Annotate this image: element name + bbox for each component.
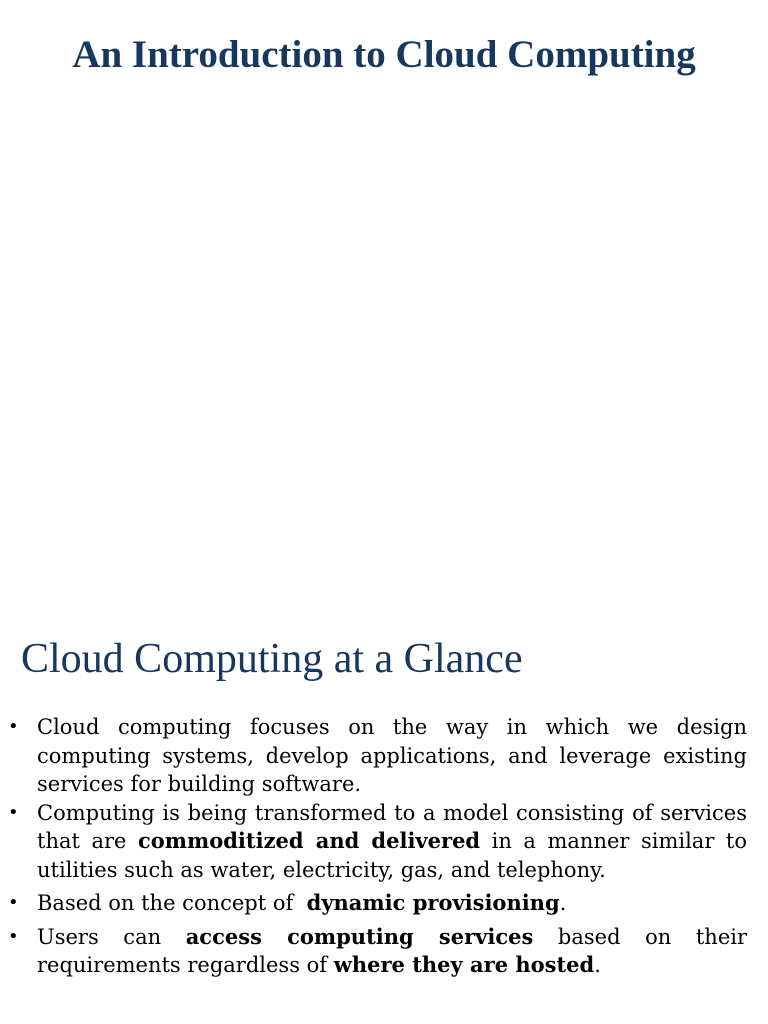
bullet-item-2: [0, 799, 768, 885]
bullet-emphasis: access computing services: [185, 923, 534, 949]
slide-title-at-a-glance: Cloud Computing at a Glance: [21, 636, 523, 682]
bullet-emphasis: commoditized and delivered: [137, 828, 481, 853]
bullet-emphasis: dynamic provisioning: [306, 890, 560, 915]
bullet-emphasis: where they are hosted: [333, 952, 595, 977]
bullet-text: based on their requirements regardless of: [37, 924, 748, 977]
bullet-icon: •: [8, 801, 19, 823]
bullet-item-1: [0, 713, 768, 799]
bullet-text: Computing is being transformed to a model consisting of services that are: [37, 800, 747, 853]
bullet-icon: •: [8, 892, 19, 913]
bullet-item-4: [0, 923, 768, 980]
bullet-text: Cloud computing focuses on the way in which we design computing systems, develop applications, and leverage existing services for building software.: [37, 715, 747, 796]
bullet-text: Based on the concept of: [37, 891, 307, 915]
bullet-text: in a manner similar to utilities such as water, electricity, gas, and telephony.: [37, 829, 747, 882]
slide-title-introduction: An Introduction to Cloud Computing: [72, 33, 696, 76]
bullet-text: .: [559, 891, 567, 915]
bullet-text: Users can: [37, 924, 186, 949]
bullet-item-3: [0, 889, 768, 918]
bullet-icon: •: [8, 925, 19, 947]
bullet-list: [0, 713, 768, 980]
bullet-icon: •: [8, 716, 19, 737]
bullet-text: .: [594, 953, 601, 977]
